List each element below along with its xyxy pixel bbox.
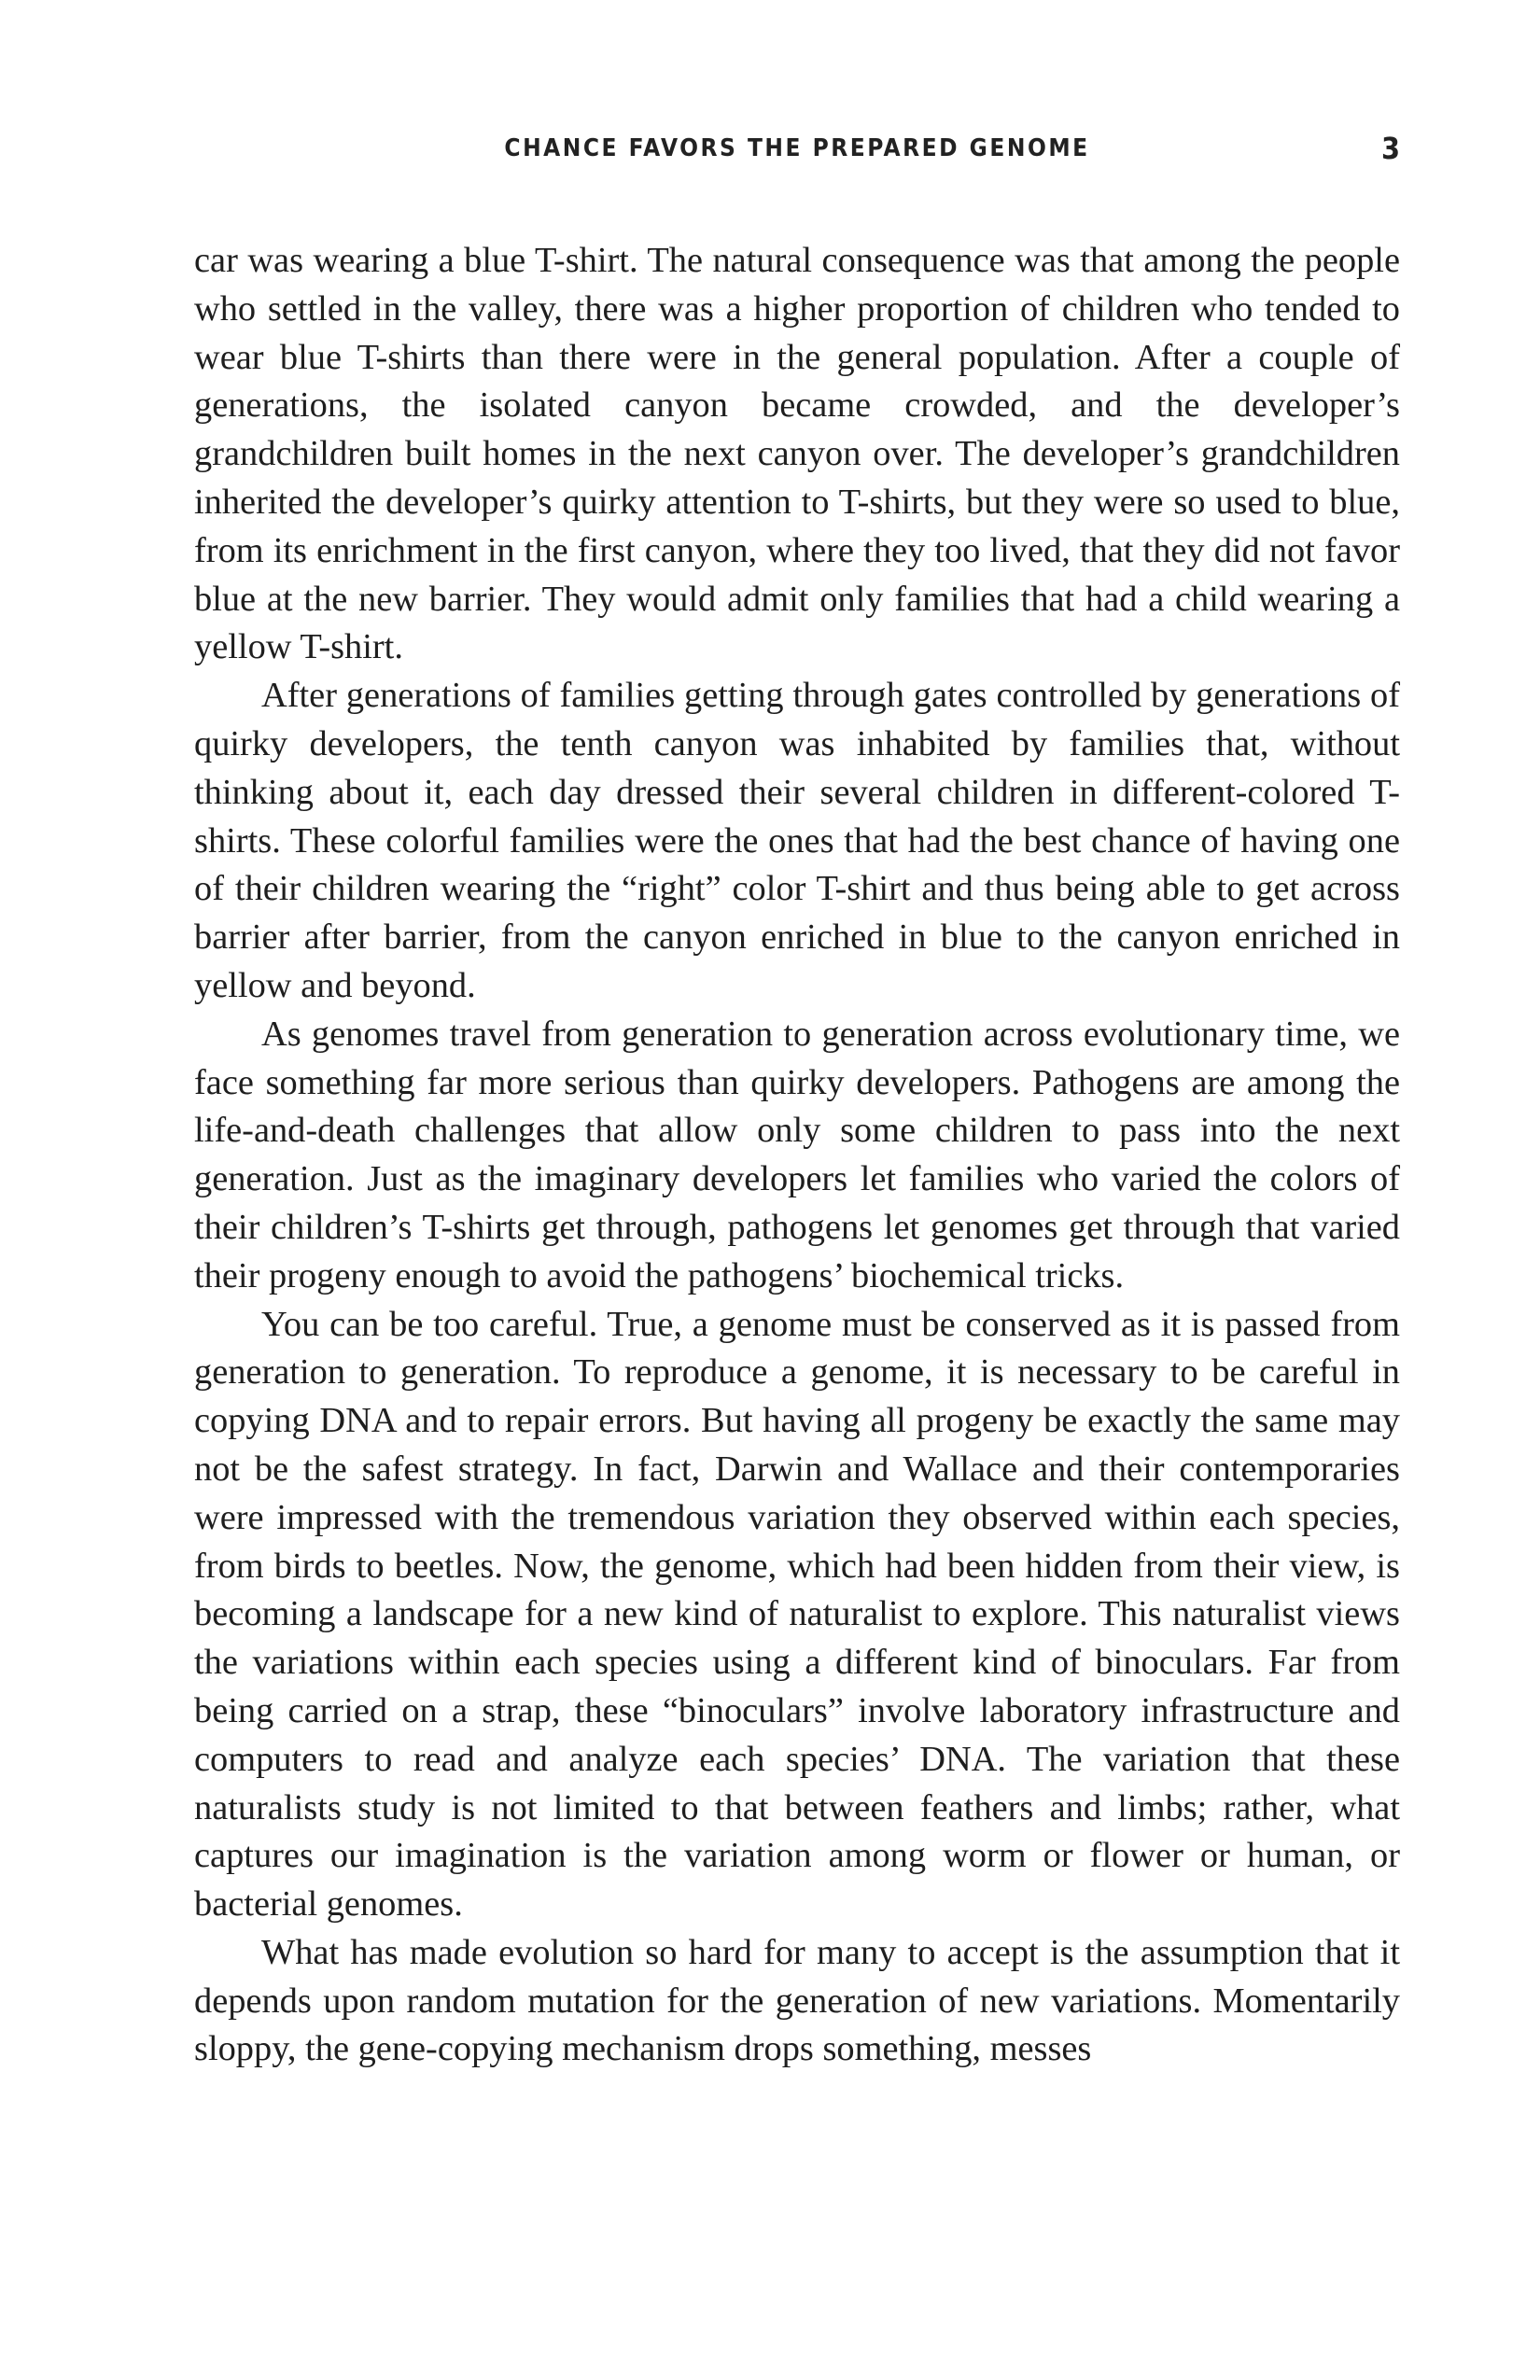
paragraph-4: You can be too careful. True, a genome must be conserved as it is passed from generation to generation. To reproduce a genome, it is necessary to be careful in copying DNA and to repair errors. But having all progeny be exactly the same may not be the safest strategy. In fact, Darwin and Wallace and their contemporaries were impressed with the tremendous variation they observed within each species, from birds to beetles. Now, the genome, which had been hidden from their view, is becoming a landscape for a new kind of naturalist to explore. This naturalist views the variations within each species using a different kind of binoculars. Far from being carried on a strap, these “binoculars” involve laboratory infrastructure and computers to read and analyze each species’ DNA. The variation that these naturalists study is not limited to that between feathers and limbs; rather, what captures our imagination is the variation among worm or flower or human, or bacterial genomes. [194,1304,1400,1925]
running-head [194,131,1400,183]
paragraph-5: What has made evolution so hard for many to accept is the assumption that it depends upon random mutation for the generation of new variations. Momentarily sloppy, the gene-copying mechanism drops something, messes [194,1932,1400,2069]
book-page [194,131,1400,2069]
paragraph-3: As genomes travel from generation to generation across evolutionary time, we face something far more serious than quirky developers. Pathogens are among the life-and-death challenges that allow only some children to pass into the next generation. Just as the imaginary developers let families who varied the colors of their children’s T-shirts get through, pathogens let genomes get through that varied their progeny enough to avoid the pathogens’ biochemical tricks. [194,1014,1400,1295]
paragraph-2: After generations of families getting through gates controlled by generations of quirky developers, the tenth canyon was inhabited by families that, without thinking about it, each day dressed their several children in different-colored T-shirts. These colorful families were the ones that had the best chance of having one of their children wearing the “right” color T-shirt and thus being able to get across barrier after barrier, from the canyon enriched in blue to the canyon enriched in yellow and beyond. [194,676,1400,1005]
running-title: CHANCE FAVORS THE PREPARED GENOME [504,134,1090,162]
body-text [194,237,1400,2074]
paragraph-1: car was wearing a blue T-shirt. The natural consequence was that among the people who settled in the valley, there was a higher proportion of children who tended to wear blue T-shirts than there were in the general population. After a couple of generations, the isolated canyon became crowded, and the developer’s grandchildren built homes in the next canyon over. The developer’s grandchildren inherited the developer’s quirky attention to T-shirts, but they were so used to blue, from its enrichment in the first canyon, where they too lived, that they did not favor blue at the new barrier. They would admit only families that had a child wearing a yellow T-shirt. [194,241,1400,667]
page-number: 3 [1380,131,1400,166]
